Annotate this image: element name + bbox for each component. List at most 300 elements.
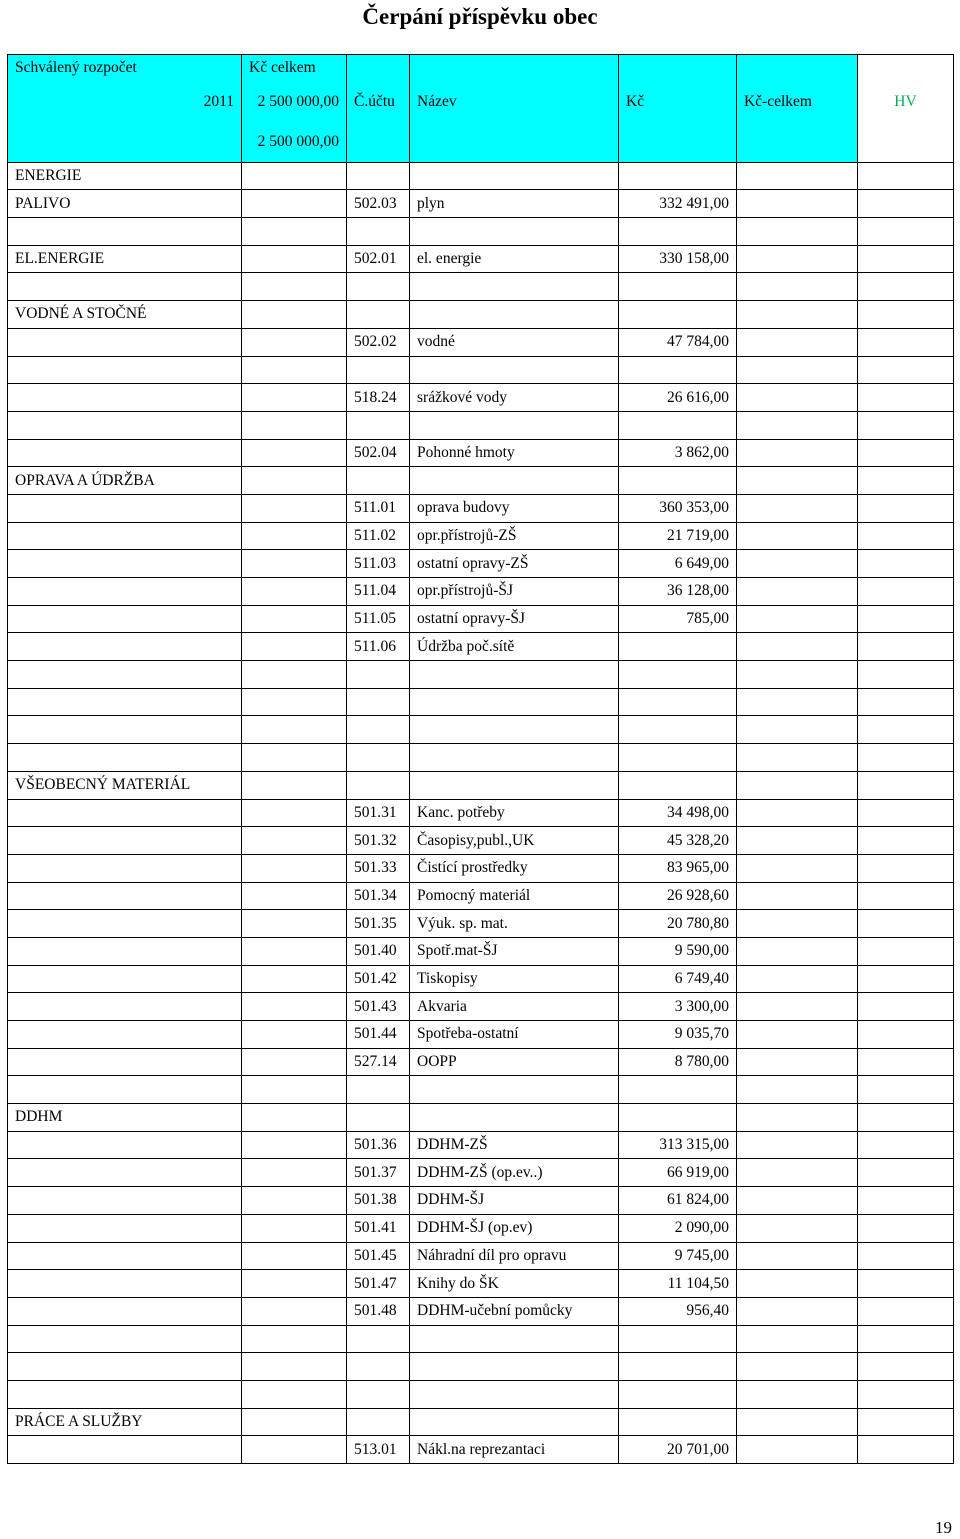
amount-cell: 9 745,00 xyxy=(619,1242,737,1270)
table-row xyxy=(8,1408,954,1436)
hv-cell xyxy=(858,1104,954,1132)
name-cell: DDHM-ŠJ xyxy=(410,1187,619,1215)
category-cell xyxy=(8,494,242,522)
empty-cell xyxy=(242,384,347,412)
hv-cell xyxy=(858,190,954,218)
account-cell xyxy=(347,273,410,301)
table-row xyxy=(8,605,954,633)
total-cell xyxy=(737,1048,858,1076)
total-cell xyxy=(737,605,858,633)
empty-cell xyxy=(242,190,347,218)
category-cell xyxy=(8,1187,242,1215)
name-cell: Kanc. potřeby xyxy=(410,799,619,827)
amount-cell: 66 919,00 xyxy=(619,1159,737,1187)
hv-cell xyxy=(858,1048,954,1076)
table-row xyxy=(8,799,954,827)
hv-cell xyxy=(858,1131,954,1159)
account-cell: 501.37 xyxy=(347,1159,410,1187)
table-row xyxy=(8,494,954,522)
total-cell xyxy=(737,522,858,550)
hv-cell xyxy=(858,1408,954,1436)
empty-cell xyxy=(242,1408,347,1436)
amount-cell xyxy=(619,356,737,384)
table-row xyxy=(8,301,954,329)
total-cell xyxy=(737,854,858,882)
account-cell: 501.43 xyxy=(347,993,410,1021)
hv-cell xyxy=(858,356,954,384)
hv-cell xyxy=(858,1021,954,1049)
total-cell xyxy=(737,1380,858,1408)
header-row-2 xyxy=(8,82,954,122)
account-cell: 502.03 xyxy=(347,190,410,218)
table-row xyxy=(8,688,954,716)
table-row xyxy=(8,1380,954,1408)
table-row xyxy=(8,522,954,550)
empty-cell xyxy=(242,301,347,329)
name-cell: Náhradní díl pro opravu xyxy=(410,1242,619,1270)
amount-cell xyxy=(619,162,737,190)
total-cell xyxy=(737,1297,858,1325)
hv-cell xyxy=(858,937,954,965)
name-cell xyxy=(410,1380,619,1408)
name-cell xyxy=(410,356,619,384)
name-cell xyxy=(410,1104,619,1132)
amount-cell xyxy=(619,1408,737,1436)
account-cell: 511.03 xyxy=(347,550,410,578)
category-cell xyxy=(8,1270,242,1298)
amount-cell: 6 649,00 xyxy=(619,550,737,578)
category-cell xyxy=(8,1325,242,1353)
name-cell: DDHM-ŠJ (op.ev) xyxy=(410,1214,619,1242)
name-cell xyxy=(410,218,619,246)
empty-cell xyxy=(242,937,347,965)
hv-cell xyxy=(858,411,954,439)
account-cell: 502.02 xyxy=(347,328,410,356)
account-cell: 501.47 xyxy=(347,1270,410,1298)
category-cell xyxy=(8,1353,242,1381)
amount-cell: 9 035,70 xyxy=(619,1021,737,1049)
category-cell xyxy=(8,1021,242,1049)
hv-cell xyxy=(858,1214,954,1242)
table-row xyxy=(8,854,954,882)
table-row xyxy=(8,910,954,938)
name-cell xyxy=(410,1325,619,1353)
empty-cell xyxy=(242,439,347,467)
name-cell xyxy=(410,661,619,689)
total-cell xyxy=(737,688,858,716)
name-cell: Spotřeba-ostatní xyxy=(410,1021,619,1049)
table-row xyxy=(8,937,954,965)
amount-cell: 47 784,00 xyxy=(619,328,737,356)
hv-cell xyxy=(858,771,954,799)
hv-cell xyxy=(858,218,954,246)
amount-cell xyxy=(619,688,737,716)
account-cell: 501.38 xyxy=(347,1187,410,1215)
table-row xyxy=(8,245,954,273)
account-cell: 501.48 xyxy=(347,1297,410,1325)
empty-cell xyxy=(242,661,347,689)
hv-cell xyxy=(858,910,954,938)
category-cell xyxy=(8,965,242,993)
category-cell xyxy=(8,1131,242,1159)
hv-cell xyxy=(858,328,954,356)
table-row xyxy=(8,356,954,384)
account-cell xyxy=(347,1104,410,1132)
table-row xyxy=(8,1021,954,1049)
amount-cell xyxy=(619,1076,737,1104)
empty-cell xyxy=(242,328,347,356)
hv-cell xyxy=(858,965,954,993)
account-cell: 501.33 xyxy=(347,854,410,882)
hv-cell xyxy=(858,384,954,412)
empty-cell xyxy=(242,882,347,910)
amount-cell: 785,00 xyxy=(619,605,737,633)
name-cell: Tiskopisy xyxy=(410,965,619,993)
category-cell xyxy=(8,1297,242,1325)
hv-cell xyxy=(858,661,954,689)
empty-cell xyxy=(242,633,347,661)
hv-cell xyxy=(858,854,954,882)
empty-cell xyxy=(242,993,347,1021)
table-row xyxy=(8,633,954,661)
category-cell xyxy=(8,578,242,606)
account-cell xyxy=(347,1325,410,1353)
empty-cell xyxy=(242,1242,347,1270)
hv-header: HV xyxy=(858,82,954,122)
hv-cell xyxy=(858,467,954,495)
hv-cell xyxy=(858,688,954,716)
empty-cell xyxy=(242,578,347,606)
amount-cell: 21 719,00 xyxy=(619,522,737,550)
total-cell xyxy=(737,1353,858,1381)
empty-cell xyxy=(242,1048,347,1076)
total-cell xyxy=(737,162,858,190)
hv-cell xyxy=(858,605,954,633)
amount-cell: 45 328,20 xyxy=(619,827,737,855)
total-cell xyxy=(737,467,858,495)
amount-cell: 8 780,00 xyxy=(619,1048,737,1076)
account-cell: 501.35 xyxy=(347,910,410,938)
table-row xyxy=(8,661,954,689)
table-row xyxy=(8,827,954,855)
hv-cell xyxy=(858,550,954,578)
total-cell xyxy=(737,744,858,772)
name-cell: ostatní opravy-ZŠ xyxy=(410,550,619,578)
hv-cell xyxy=(858,1297,954,1325)
name-cell: opr.přístrojů-ZŠ xyxy=(410,522,619,550)
name-cell: el. energie xyxy=(410,245,619,273)
category-cell: PRÁCE A SLUŽBY xyxy=(8,1408,242,1436)
total-cell xyxy=(737,578,858,606)
hv-cell xyxy=(858,522,954,550)
table-row xyxy=(8,1214,954,1242)
empty-cell xyxy=(242,605,347,633)
name-cell xyxy=(410,771,619,799)
name-cell: DDHM-ZŠ (op.ev..) xyxy=(410,1159,619,1187)
amount-cell: 9 590,00 xyxy=(619,937,737,965)
total-cell xyxy=(737,993,858,1021)
amount-cell xyxy=(619,744,737,772)
total-cell xyxy=(737,1325,858,1353)
table-row xyxy=(8,1270,954,1298)
empty-cell xyxy=(242,1353,347,1381)
empty-cell xyxy=(242,1021,347,1049)
total-cell xyxy=(737,799,858,827)
empty-cell xyxy=(242,1214,347,1242)
name-cell: Nákl.na reprezantaci xyxy=(410,1436,619,1464)
account-cell: 501.42 xyxy=(347,965,410,993)
amount-cell: 11 104,50 xyxy=(619,1270,737,1298)
account-cell xyxy=(347,1076,410,1104)
table-row xyxy=(8,1297,954,1325)
account-cell: 511.06 xyxy=(347,633,410,661)
empty-cell xyxy=(242,1325,347,1353)
total-cell xyxy=(737,301,858,329)
account-cell xyxy=(347,771,410,799)
amount-cell: 36 128,00 xyxy=(619,578,737,606)
total-cell xyxy=(737,716,858,744)
total-cell xyxy=(737,356,858,384)
account-cell: 527.14 xyxy=(347,1048,410,1076)
table-row xyxy=(8,965,954,993)
name-cell: Knihy do ŠK xyxy=(410,1270,619,1298)
category-cell: VŠEOBECNÝ MATERIÁL xyxy=(8,771,242,799)
amount-cell: 83 965,00 xyxy=(619,854,737,882)
hv-cell xyxy=(858,578,954,606)
empty-cell xyxy=(242,716,347,744)
empty-cell xyxy=(242,273,347,301)
hv-cell xyxy=(858,827,954,855)
empty-cell xyxy=(242,162,347,190)
account-cell xyxy=(347,688,410,716)
amount-cell: 20 701,00 xyxy=(619,1436,737,1464)
category-cell xyxy=(8,550,242,578)
total-cell xyxy=(737,245,858,273)
name-cell: srážkové vody xyxy=(410,384,619,412)
hv-cell xyxy=(858,245,954,273)
category-cell xyxy=(8,910,242,938)
category-cell xyxy=(8,1214,242,1242)
table-row xyxy=(8,328,954,356)
table-row xyxy=(8,1436,954,1464)
name-cell: Akvaria xyxy=(410,993,619,1021)
account-cell xyxy=(347,1353,410,1381)
kc-header: Kč xyxy=(619,82,737,122)
budget-table xyxy=(7,54,954,1464)
table-row xyxy=(8,882,954,910)
total-cell xyxy=(737,1436,858,1464)
amount-cell: 3 300,00 xyxy=(619,993,737,1021)
table-row xyxy=(8,550,954,578)
table-row xyxy=(8,467,954,495)
table-row xyxy=(8,384,954,412)
account-cell: 502.04 xyxy=(347,439,410,467)
account-cell xyxy=(347,301,410,329)
category-cell xyxy=(8,522,242,550)
hv-cell xyxy=(858,799,954,827)
total-cell xyxy=(737,1104,858,1132)
total-kc-label: Kč celkem xyxy=(242,55,347,82)
amount-cell xyxy=(619,661,737,689)
hv-cell xyxy=(858,273,954,301)
total-cell xyxy=(737,827,858,855)
amount-cell xyxy=(619,716,737,744)
kc-total-header: Kč-celkem xyxy=(737,82,858,122)
total-cell xyxy=(737,1076,858,1104)
name-cell xyxy=(410,744,619,772)
category-cell xyxy=(8,328,242,356)
name-cell: Spotř.mat-ŠJ xyxy=(410,937,619,965)
amount-cell xyxy=(619,218,737,246)
total-cell xyxy=(737,190,858,218)
empty-cell xyxy=(242,218,347,246)
hv-cell xyxy=(858,1436,954,1464)
empty-cell xyxy=(242,688,347,716)
amount-cell: 2 090,00 xyxy=(619,1214,737,1242)
category-cell: EL.ENERGIE xyxy=(8,245,242,273)
category-cell xyxy=(8,633,242,661)
category-cell xyxy=(8,799,242,827)
name-cell: plyn xyxy=(410,190,619,218)
amount-cell xyxy=(619,633,737,661)
name-cell: Pohonné hmoty xyxy=(410,439,619,467)
hv-cell xyxy=(858,1325,954,1353)
total-cell xyxy=(737,910,858,938)
total-cell xyxy=(737,633,858,661)
hv-cell xyxy=(858,1242,954,1270)
table-row xyxy=(8,578,954,606)
amount-cell xyxy=(619,273,737,301)
total-cell xyxy=(737,1131,858,1159)
category-cell xyxy=(8,716,242,744)
category-cell xyxy=(8,882,242,910)
amount-cell: 956,40 xyxy=(619,1297,737,1325)
table-row xyxy=(8,1131,954,1159)
amount-cell xyxy=(619,467,737,495)
category-cell: OPRAVA A ÚDRŽBA xyxy=(8,467,242,495)
amount-cell: 330 158,00 xyxy=(619,245,737,273)
table-row xyxy=(8,411,954,439)
total-cell xyxy=(737,771,858,799)
total-cell xyxy=(737,661,858,689)
account-cell xyxy=(347,411,410,439)
account-cell: 511.02 xyxy=(347,522,410,550)
name-cell: Údržba poč.sítě xyxy=(410,633,619,661)
empty-cell xyxy=(242,1436,347,1464)
empty-cell xyxy=(242,494,347,522)
total-cell xyxy=(737,328,858,356)
empty-cell xyxy=(242,827,347,855)
amount-cell: 61 824,00 xyxy=(619,1187,737,1215)
table-row xyxy=(8,716,954,744)
account-cell xyxy=(347,1380,410,1408)
total-cell xyxy=(737,882,858,910)
amount-cell: 6 749,40 xyxy=(619,965,737,993)
empty-cell xyxy=(242,965,347,993)
category-cell xyxy=(8,1076,242,1104)
empty-cell xyxy=(242,744,347,772)
hv-cell xyxy=(858,993,954,1021)
name-cell xyxy=(410,688,619,716)
account-cell xyxy=(347,356,410,384)
category-cell xyxy=(8,993,242,1021)
table-row xyxy=(8,744,954,772)
name-header: Název xyxy=(410,82,619,122)
table-row xyxy=(8,1104,954,1132)
amount-cell xyxy=(619,301,737,329)
hv-cell xyxy=(858,882,954,910)
account-number-header: Č.účtu xyxy=(347,82,410,122)
empty-cell xyxy=(242,854,347,882)
name-cell: ostatní opravy-ŠJ xyxy=(410,605,619,633)
hv-cell xyxy=(858,716,954,744)
category-cell xyxy=(8,661,242,689)
category-cell xyxy=(8,1242,242,1270)
name-cell: Pomocný materiál xyxy=(410,882,619,910)
name-cell: Čistící prostředky xyxy=(410,854,619,882)
empty-cell xyxy=(242,1270,347,1298)
name-cell xyxy=(410,411,619,439)
category-cell: PALIVO xyxy=(8,190,242,218)
total-cell xyxy=(737,494,858,522)
total-cell xyxy=(737,1214,858,1242)
category-cell xyxy=(8,744,242,772)
amount-cell xyxy=(619,1325,737,1353)
total-cell xyxy=(737,439,858,467)
empty-cell xyxy=(242,411,347,439)
empty-cell xyxy=(242,1297,347,1325)
hv-cell xyxy=(858,162,954,190)
name-cell xyxy=(410,162,619,190)
category-cell xyxy=(8,384,242,412)
amount-cell: 360 353,00 xyxy=(619,494,737,522)
category-cell xyxy=(8,439,242,467)
hv-cell xyxy=(858,744,954,772)
table-row xyxy=(8,273,954,301)
hv-cell xyxy=(858,1159,954,1187)
account-cell: 518.24 xyxy=(347,384,410,412)
total-cell xyxy=(737,384,858,412)
total-cell xyxy=(737,1270,858,1298)
name-cell: oprava budovy xyxy=(410,494,619,522)
total-cell xyxy=(737,218,858,246)
header-row-1 xyxy=(8,55,954,82)
amount-cell xyxy=(619,411,737,439)
hv-cell xyxy=(858,1353,954,1381)
hv-cell xyxy=(858,301,954,329)
account-cell: 511.04 xyxy=(347,578,410,606)
empty-cell xyxy=(242,1187,347,1215)
table-row xyxy=(8,439,954,467)
hv-cell xyxy=(858,1187,954,1215)
amount-cell: 26 928,60 xyxy=(619,882,737,910)
category-cell xyxy=(8,688,242,716)
empty-cell xyxy=(242,1104,347,1132)
empty-cell xyxy=(242,467,347,495)
category-cell xyxy=(8,1159,242,1187)
category-cell xyxy=(8,1380,242,1408)
total-amount: 2 500 000,00 xyxy=(242,122,347,163)
empty-cell xyxy=(242,356,347,384)
table-row xyxy=(8,162,954,190)
amount-cell xyxy=(619,1104,737,1132)
account-cell xyxy=(347,162,410,190)
name-cell xyxy=(410,467,619,495)
category-cell xyxy=(8,218,242,246)
header-row-3 xyxy=(8,122,954,163)
total-cell xyxy=(737,1159,858,1187)
account-cell: 501.41 xyxy=(347,1214,410,1242)
